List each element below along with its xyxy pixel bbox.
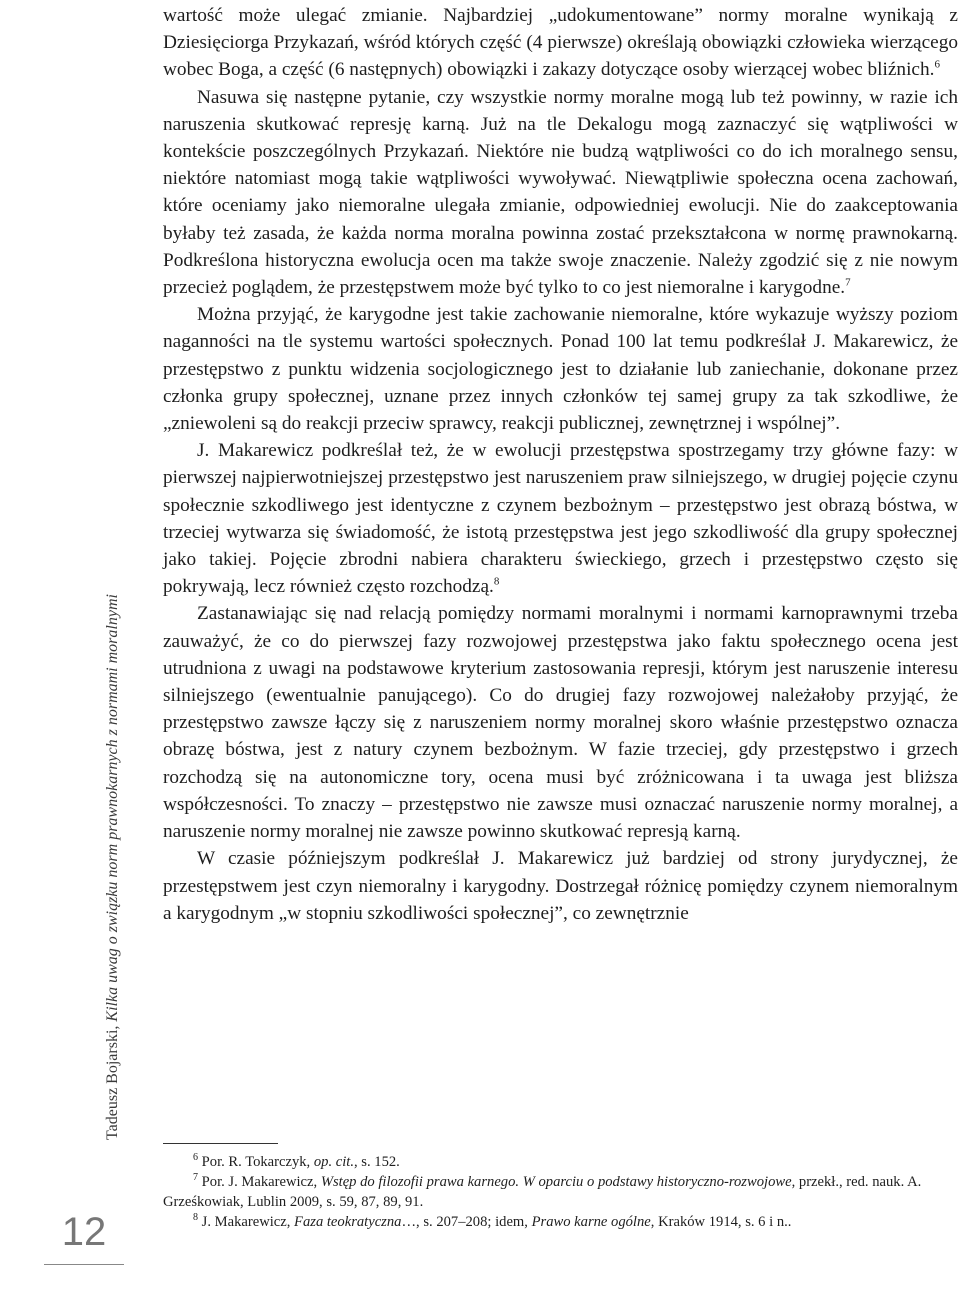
footnote-ref-6[interactable]: 6	[934, 58, 940, 71]
footnote-8	[163, 1212, 958, 1232]
page-number: 12	[61, 1210, 107, 1254]
paragraph-1-text: wartość może ulegać zmianie. Najbardziej „udokumentowane” normy moralne wynikają z Dziesięciorga Przykazań, wśród których część (4 pierwsze) określają obowiązki człowieka wierzącego wobec Boga, a część (6 następnych) obowiązki i zakazy dotyczące osoby wierzącej wobec bliźnich.	[163, 5, 958, 81]
footnote-text: , s. 152.	[354, 1154, 400, 1170]
footnote-number: 7	[193, 1172, 198, 1184]
footnote-number: 8	[193, 1212, 198, 1224]
main-text	[163, 2, 958, 927]
footnote-ref-8[interactable]: 8	[493, 575, 500, 588]
footnote-italic: Faza teokratyczna	[294, 1214, 402, 1230]
footnote-text: , Kraków 1914, s. 6 i n..	[650, 1214, 792, 1230]
footnote-text: …, s. 207–208; idem,	[401, 1214, 532, 1230]
paragraph-6-text: W czasie późniejszym podkreślał J. Makarewicz już bardziej od strony jurydycznej, że przestępstwem jest czyn niemoralny i karygodny. Dostrzegał różnicę pomiędzy czynem niemoralnym a karygodnym „w stopniu szkodliwości społecznej”, co zewnętrznie	[163, 848, 958, 924]
footnote-text: Por. J. Makarewicz,	[201, 1174, 321, 1190]
running-header-author: Tadeusz Bojarski,	[104, 1021, 121, 1140]
footnote-separator	[163, 1143, 278, 1144]
footnote-ref-7[interactable]: 7	[845, 276, 851, 289]
page-number-rule	[44, 1264, 124, 1265]
paragraph-1	[163, 2, 958, 84]
paragraph-5	[163, 600, 958, 845]
running-header-title: Kilka uwag o związku norm prawnokarnych z normami moralnymi	[104, 594, 121, 1022]
paragraph-6	[163, 845, 958, 927]
footnote-italic: Prawo karne ogólne	[531, 1214, 651, 1230]
footnote-7	[163, 1172, 958, 1212]
paragraph-5-text: Zastanawiając się nad relacją pomiędzy normami moralnymi i normami karnoprawnymi trzeba zauważyć, że co do pierwszej fazy rozwojowej przestępstwa jako faktu społecznego ocena jest utrudniona z uwagi na podstawowe kryterium zastosowania represji, którym jest naruszenie interesu silniejszego (ewentualnie panującego). Co do drugiej fazy rozwojowej należałoby przyjąć, że przestępstwo zawsze łączy się z naruszeniem normy moralnej skoro właśnie przestępstwo oznacza obrazę bóstwa, jest z natury czynem bezbożnym. W fazie trzeciej, gdy przestępstwo i grzech rozchodzą się na autonomiczne tory, ocena musi być zróżnicowana i ta uwaga jest bliższa współczesności. To znaczy – przestępstwo nie zawsze musi oznaczać naruszenie normy moralnej, a naruszenie normy moralnej nie zawsze powinno skutkować represją karną.	[163, 603, 958, 843]
footnotes	[163, 1152, 958, 1232]
paragraph-3-text: Można przyjąć, że karygodne jest takie zachowanie niemoralne, które wykazuje wyższy poziom naganności na tle systemu wartości społecznych. Ponad 100 lat temu podkreślał J. Makarewicz, że przestępstwo z punktu widzenia socjologicznego jest to działanie lub zaniechanie, dokonane przez członka grupy społecznej, uznane przez innych członków tej samej grupy za tak szkodliwe, że „zniewoleni są do reakcji przeciw sprawcy, reakcji publicznej, zewnętrznej i wspólnej”.	[163, 304, 958, 435]
footnote-number: 6	[193, 1152, 198, 1164]
paragraph-3	[163, 301, 958, 437]
page-sidebar	[0, 0, 140, 1293]
paragraph-2-text: Nasuwa się następne pytanie, czy wszystkie normy moralne mogą lub też powinny, w razie ich naruszenia skutkować represję karną. Już na tle Dekalogu mogą zaznaczyć się wątpliwości w kontekście poszczególnych Przykazań. Niektóre nie budzą wątpliwości co do ich moralnego sensu, niektóre natomiast mogą takie wątpliwości wywoływać. Niewątpliwie społeczna ocena zachowań, które oceniamy jako niemoralne ulegała zmianie, odpowiedniej ewolucji. Nie do zaakceptowania byłaby też zasada, że każda norma moralna powinna zostać przekształcona w normę prawnokarną. Podkreślona historyczna ewolucja ocen ma także swoje znaczenie. Należy zgodzić się z nie nowym przecież poglądem, że przestępstwem może być tylko to co jest niemoralne i karygodne.	[163, 86, 958, 299]
footnote-6	[163, 1152, 958, 1172]
paragraph-2	[163, 84, 958, 302]
paragraph-4	[163, 437, 958, 600]
footnote-text: J. Makarewicz,	[201, 1214, 295, 1230]
footnote-text: Por. R. Tokarczyk,	[201, 1154, 314, 1170]
paragraph-4-text: J. Makarewicz podkreślał też, że w ewolucji przestępstwa spostrzegamy trzy główne fazy: w pierwszej najpierwotniejszej przestępstwo jest naruszeniem praw silniejszego, w drugiej pojęcie czynu społecznie szkodliwego jest identyczne z czynem bezbożnym – przestępstwo jest obrazą bóstwa, w trzeciej wytwarza się świadomość, że istotą przestępstwa jest jego szkodliwość dla grupy społecznej jako takiej. Pojęcie zbrodni nabiera charakteru świeckiego, grzech i przestępstwo często się pokrywają, lecz również często rozchodzą.	[163, 440, 958, 598]
footnote-text: , przekł., red. nauk. A. Grześkowiak, Lublin 2009, s. 59, 87, 89, 91.	[163, 1174, 922, 1210]
running-header	[104, 594, 122, 1140]
footnote-italic: Wstęp do filozofii prawa karnego. W oparciu o podstawy historyczno-rozwojowe	[320, 1174, 792, 1190]
footnote-italic: op. cit.	[313, 1154, 354, 1170]
